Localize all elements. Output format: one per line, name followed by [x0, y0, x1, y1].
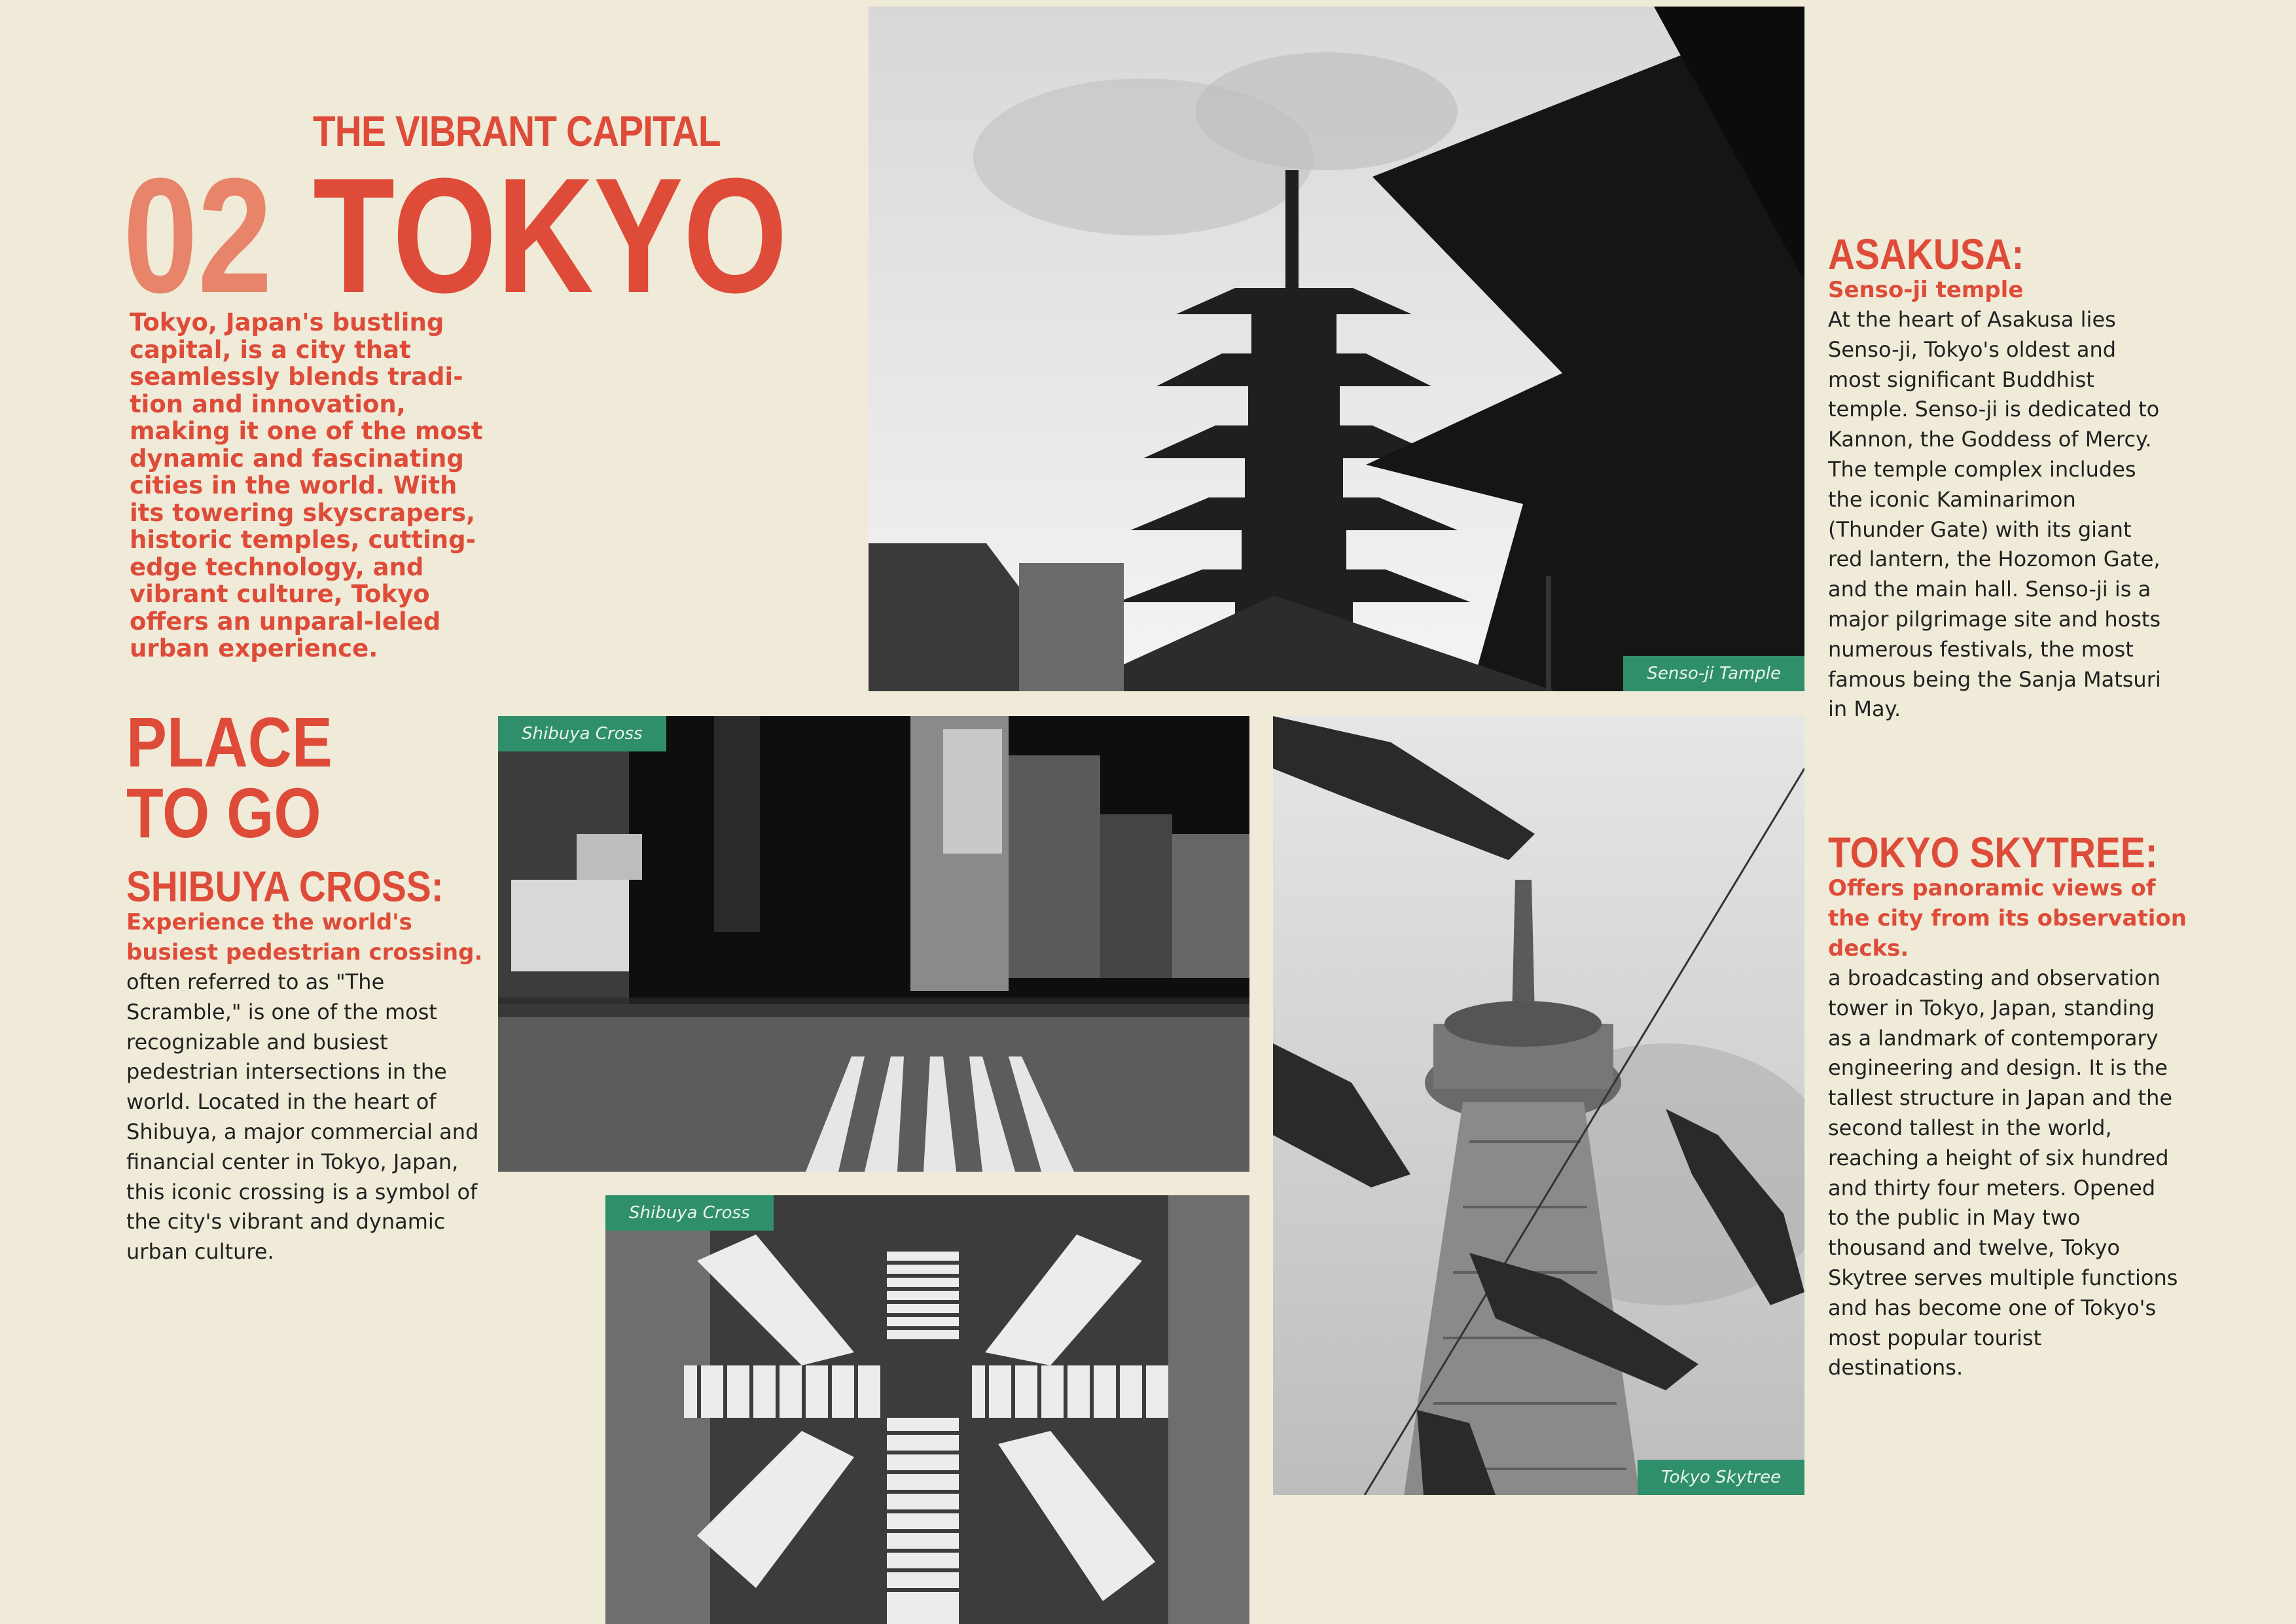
shibuya-aerial-illustration [605, 1195, 1249, 1624]
kicker-title: THE VIBRANT CAPITAL [313, 107, 721, 155]
skytree-caption: Tokyo Skytree [1638, 1460, 1804, 1495]
sensoji-photo [869, 7, 1804, 691]
shibuya-night-photo [498, 716, 1249, 1172]
shibuya-aerial-photo [605, 1195, 1249, 1624]
shibuya-night-caption: Shibuya Cross [498, 716, 666, 751]
sensoji-photo-illustration [869, 7, 1804, 691]
asakusa-title: ASAKUSA: [1828, 230, 2024, 278]
skytree-illustration [1273, 716, 1804, 1495]
place-to-go-heading [126, 702, 351, 852]
page-title: TOKYO [313, 144, 788, 327]
skytree-body: a broadcasting and observation tower in Tokyo, Japan, standing as a landmark of contemporary engineering and design. It is the tallest structure in Japan and the second tallest in the world, reaching a height of six hundred and thirty four meters. Opened to the public in May two thousand and twelve, Tokyo Skytree serves multiple functions and has become one of Tokyo's most popular tourist destinations. [1828, 965, 2178, 1380]
shibuya-night-illustration [498, 716, 1249, 1172]
shibuya-title: SHIBUYA CROSS: [126, 862, 444, 911]
skytree-photo [1273, 716, 1804, 1495]
sensoji-caption: Senso-ji Tample [1623, 656, 1804, 691]
asakusa-subtitle: Senso-ji temple [1828, 277, 2024, 303]
skytree-subtitle: Offers panoramic views of the city from its observation decks. [1828, 875, 2187, 962]
shibuya-subtitle: Experience the world's busiest pedestrian crossing. [126, 909, 483, 965]
shibuya-aerial-caption: Shibuya Cross [605, 1195, 774, 1231]
skytree-title: TOKYO SKYTREE: [1828, 828, 2158, 876]
asakusa-body: At the heart of Asakusa lies Senso-ji, Tokyo's oldest and most significant Buddhist temple. Senso-ji is dedicated to Kannon, the Goddess of Mercy. The temple complex includes the iconic Kaminarimon (Thunder Gate) with its giant red lantern, the Hozomon Gate, and the main hall. Senso-ji is a major pilgrimage site and hosts numerous festivals, the most famous being the Sanja Matsuri in May. [1828, 307, 2161, 722]
shibuya-body: often referred to as "The Scramble," is one of the most recognizable and busiest pedestrian intersections in the world. Located in the heart of Shibuya, a major commercial and financial center in Tokyo, Japan, this iconic crossing is a symbol of the city's vibrant and dynamic urban culture. [126, 969, 479, 1265]
intro-paragraph: Tokyo, Japan's bustling capital, is a city that seamlessly blends tradi-tion and innovation, making it one of the most dynamic and fascinating cities in the world. With its towering skyscrapers, historic temples, cutting-edge technology, and vibrant culture, Tokyo offers an unparal-leled urban experience. [130, 308, 483, 662]
place-to-go-line1: PLACE [126, 702, 332, 782]
place-to-go-line2: TO GO [126, 773, 321, 852]
chapter-number: 02 [123, 144, 273, 327]
